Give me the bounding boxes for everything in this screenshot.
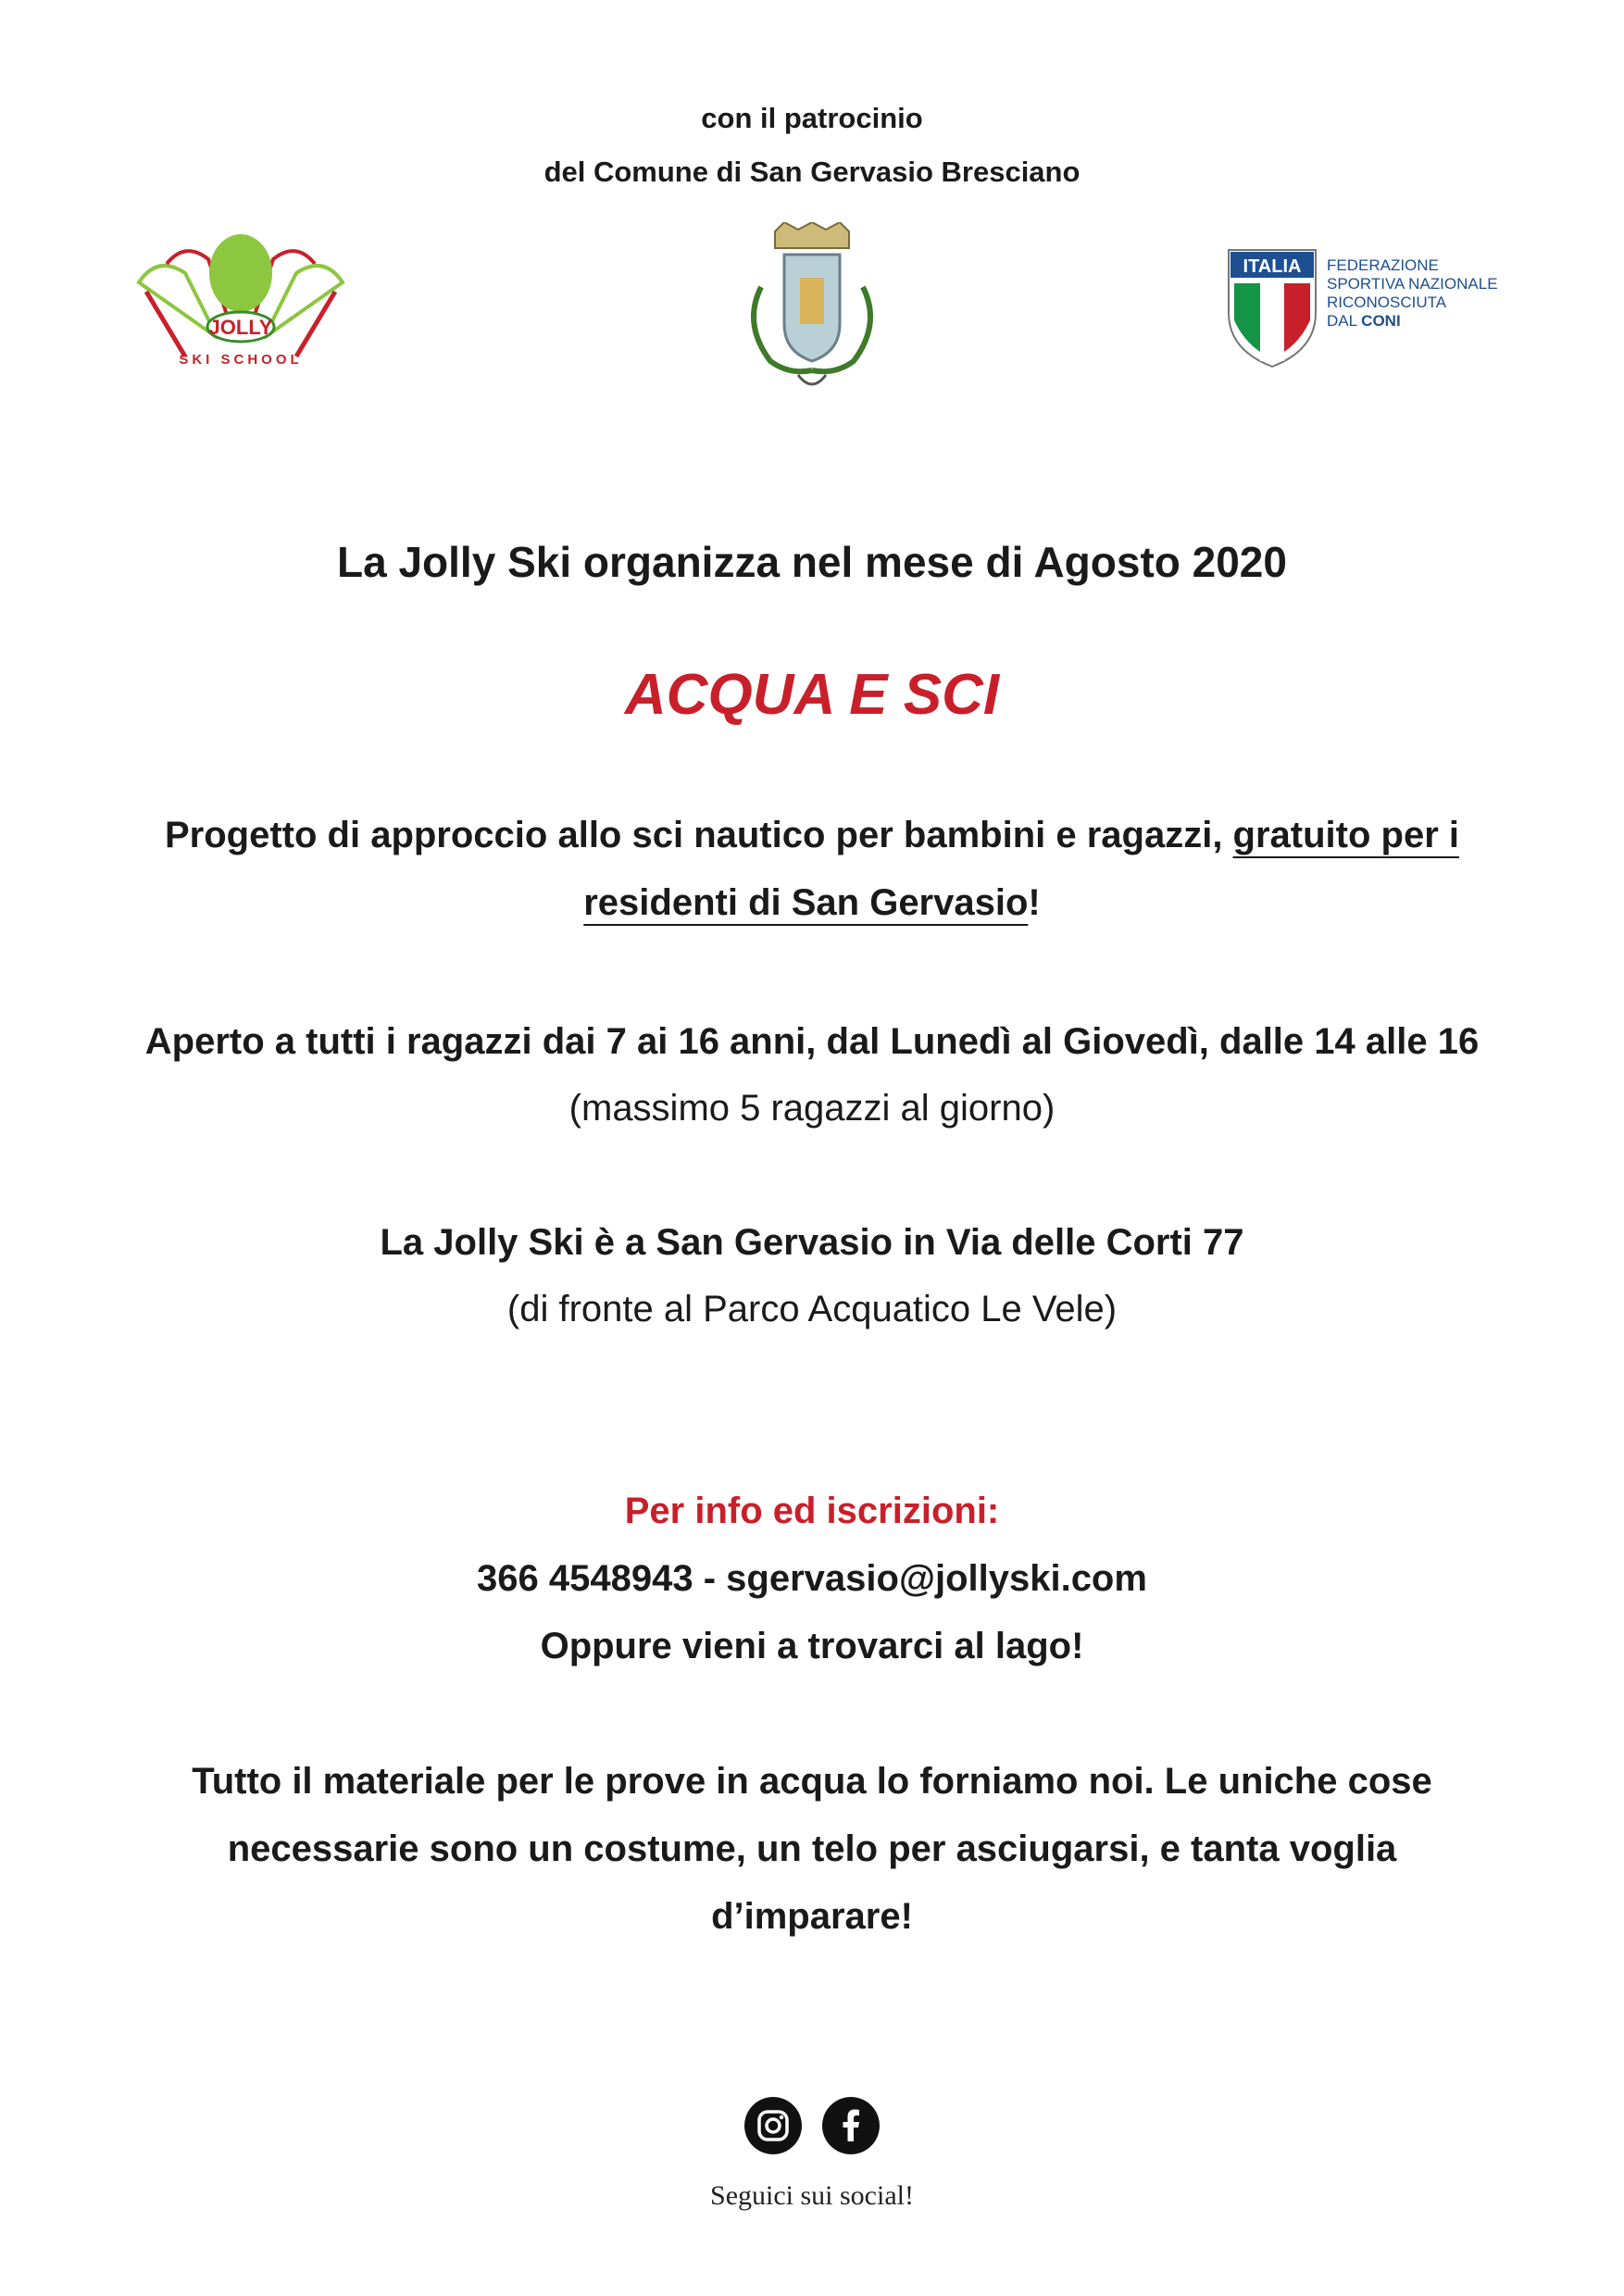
page-title: ACQUA E SCI xyxy=(624,663,1000,727)
contact-line: 366 4548943 - sgervasio@jollyski.com xyxy=(477,1558,1147,1599)
intro-heading: La Jolly Ski organizza nel mese di Agosto 2020 xyxy=(337,538,1287,586)
social-links xyxy=(0,2097,1624,2154)
project-free-underlined-2: residenti di San Gervasio xyxy=(583,882,1029,923)
jolly-logo-name: JOLLY xyxy=(208,316,273,339)
federazione-coni-logo xyxy=(1227,248,1542,368)
follow-social-text: Seguici sui social! xyxy=(710,2180,914,2211)
patronage-line-2: del Comune di San Gervasio Bresciano xyxy=(543,156,1081,188)
project-free-underlined-1: gratuito per i xyxy=(1232,815,1459,855)
coni-line-3: RICONOSCIUTA xyxy=(1327,293,1447,311)
jolly-ski-school-logo xyxy=(130,227,352,375)
material-line-2: necessarie sono un costume, un telo per asciugarsi, e tanta voglia xyxy=(227,1828,1397,1869)
coni-line-4-prefix: DAL xyxy=(1327,312,1362,330)
material-line-1: Tutto il materiale per le prove in acqua lo forniamo noi. Le uniche cose xyxy=(192,1761,1432,1802)
coni-line-2: SPORTIVA NAZIONALE xyxy=(1327,275,1498,293)
project-line-1 xyxy=(0,815,1624,856)
info-heading: Per info ed iscrizioni: xyxy=(624,1491,1000,1531)
comune-coat-of-arms-logo xyxy=(733,222,891,398)
material-line-3: d’imparare! xyxy=(711,1896,913,1937)
coni-line-4 xyxy=(1327,312,1401,330)
visit-line: Oppure vieni a trovarci al lago! xyxy=(540,1626,1084,1666)
location-line: La Jolly Ski è a San Gervasio in Via delle Corti 77 xyxy=(380,1222,1244,1263)
location-note: (di fronte al Parco Acquatico Le Vele) xyxy=(506,1289,1118,1329)
instagram-icon[interactable] xyxy=(744,2097,802,2154)
facebook-icon[interactable] xyxy=(822,2097,880,2154)
project-line-2 xyxy=(0,882,1624,924)
coni-shield-label: ITALIA xyxy=(1243,256,1302,277)
project-prefix: Progetto di approccio allo sci nautico per bambini e ragazzi, xyxy=(164,815,1233,855)
patronage-line-1: con il patrocinio xyxy=(701,102,923,134)
project-suffix: ! xyxy=(1028,882,1041,923)
open-hours-line: Aperto a tutti i ragazzi dai 7 ai 16 anni, dal Lunedì al Giovedì, dalle 14 alle 16 xyxy=(144,1021,1480,1062)
coni-line-4-bold: CONI xyxy=(1361,312,1401,330)
max-participants-line: (massimo 5 ragazzi al giorno) xyxy=(568,1088,1056,1129)
coni-line-1: FEDERAZIONE xyxy=(1327,256,1439,274)
jolly-logo-sub: SKI SCHOOL xyxy=(179,352,303,368)
